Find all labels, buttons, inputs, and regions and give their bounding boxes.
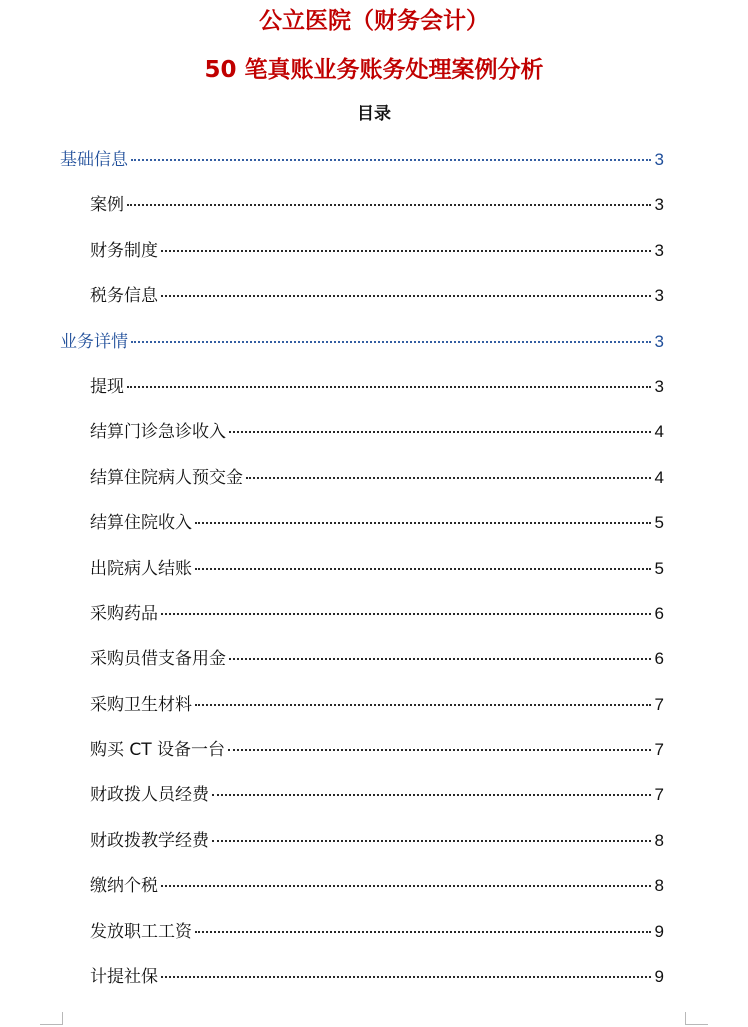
toc-entry-page-number: 7 (654, 694, 664, 714)
toc-entry-label: 发放职工工资 (90, 921, 192, 942)
toc-dot-leader (127, 204, 651, 206)
toc-dot-leader (195, 931, 651, 933)
toc-entry-page-number: 7 (654, 785, 664, 805)
toc-dot-leader (161, 250, 651, 252)
toc-entry-label: 结算门诊急诊收入 (90, 422, 226, 443)
toc-entry-page-number: 4 (654, 422, 664, 442)
toc-entry-label: 计提社保 (90, 967, 158, 988)
toc-entry-label: 提现 (90, 376, 124, 397)
toc-entry-label: 缴纳个税 (90, 876, 158, 897)
toc-dot-leader (161, 976, 651, 978)
toc-entry[interactable] (60, 600, 664, 645)
toc-entry[interactable] (60, 282, 664, 327)
toc-entry-page-number: 3 (654, 150, 664, 169)
toc-entry-page-number: 9 (654, 967, 664, 987)
table-of-contents (60, 146, 664, 1008)
toc-entry[interactable] (60, 555, 664, 600)
toc-entry-page-number: 3 (654, 195, 664, 215)
toc-entry[interactable] (60, 827, 664, 872)
toc-dot-leader (229, 431, 651, 433)
toc-entry-label: 财政拨人员经费 (90, 785, 209, 806)
toc-entry[interactable] (60, 191, 664, 236)
toc-entry[interactable] (60, 691, 664, 736)
toc-entry[interactable] (60, 736, 664, 781)
toc-entry[interactable] (60, 781, 664, 826)
toc-entry[interactable] (60, 373, 664, 418)
toc-dot-leader (228, 749, 650, 751)
toc-entry[interactable] (60, 918, 664, 963)
toc-entry[interactable] (60, 645, 664, 690)
toc-entry-label: 案例 (90, 195, 124, 216)
toc-entry[interactable] (60, 509, 664, 554)
toc-entry-label: 采购卫生材料 (90, 694, 192, 715)
page-corner-mark-right (685, 1012, 708, 1025)
toc-entry-label: 采购药品 (90, 603, 158, 624)
toc-section-entry[interactable] (60, 146, 664, 191)
toc-entry[interactable] (60, 418, 664, 463)
toc-entry-label: 业务详情 (60, 331, 128, 352)
toc-entry-page-number: 7 (654, 740, 664, 760)
toc-dot-leader (161, 295, 651, 297)
toc-entry-label: 购买 CT 设备一台 (90, 740, 226, 761)
toc-dot-leader (246, 477, 651, 479)
toc-entry-page-number: 3 (654, 376, 664, 396)
toc-entry-label: 税务信息 (90, 286, 158, 307)
toc-entry[interactable] (60, 963, 664, 1008)
toc-entry-page-number: 8 (654, 830, 664, 850)
toc-entry-label: 结算住院病人预交金 (90, 467, 243, 488)
toc-entry-page-number: 3 (654, 240, 664, 260)
document-subtitle: 50 笔真账业务账务处理案例分析 (204, 57, 544, 83)
toc-entry-page-number: 6 (654, 603, 664, 623)
toc-entry-label: 基础信息 (60, 150, 128, 170)
toc-dot-leader (195, 568, 651, 570)
toc-dot-leader (131, 159, 651, 161)
toc-dot-leader (131, 341, 651, 343)
toc-dot-leader (161, 613, 651, 615)
document-title: 公立医院（财务会计） (259, 8, 489, 34)
toc-heading: 目录 (357, 104, 391, 124)
toc-entry-page-number: 9 (654, 921, 664, 941)
toc-dot-leader (161, 885, 651, 887)
toc-entry-label: 采购员借支备用金 (90, 649, 226, 670)
toc-entry-page-number: 6 (654, 649, 664, 669)
toc-entry-page-number: 5 (654, 558, 664, 578)
toc-dot-leader (212, 794, 651, 796)
page-corner-mark-left (40, 1012, 63, 1025)
toc-entry-label: 出院病人结账 (90, 558, 192, 579)
toc-dot-leader (195, 522, 651, 524)
toc-section-entry[interactable] (60, 328, 664, 373)
toc-entry[interactable] (60, 464, 664, 509)
toc-entry-label: 结算住院收入 (90, 513, 192, 534)
toc-entry-page-number: 8 (654, 876, 664, 896)
toc-dot-leader (229, 658, 651, 660)
toc-entry-label: 财政拨教学经费 (90, 830, 209, 851)
toc-entry[interactable] (60, 237, 664, 282)
toc-entry-page-number: 3 (654, 331, 664, 351)
toc-dot-leader (195, 704, 651, 706)
toc-entry-page-number: 3 (654, 286, 664, 306)
toc-entry-label: 财务制度 (90, 240, 158, 261)
toc-entry-page-number: 4 (654, 467, 664, 487)
toc-entry[interactable] (60, 872, 664, 917)
toc-dot-leader (212, 840, 651, 842)
toc-dot-leader (127, 386, 651, 388)
toc-entry-page-number: 5 (654, 513, 664, 533)
